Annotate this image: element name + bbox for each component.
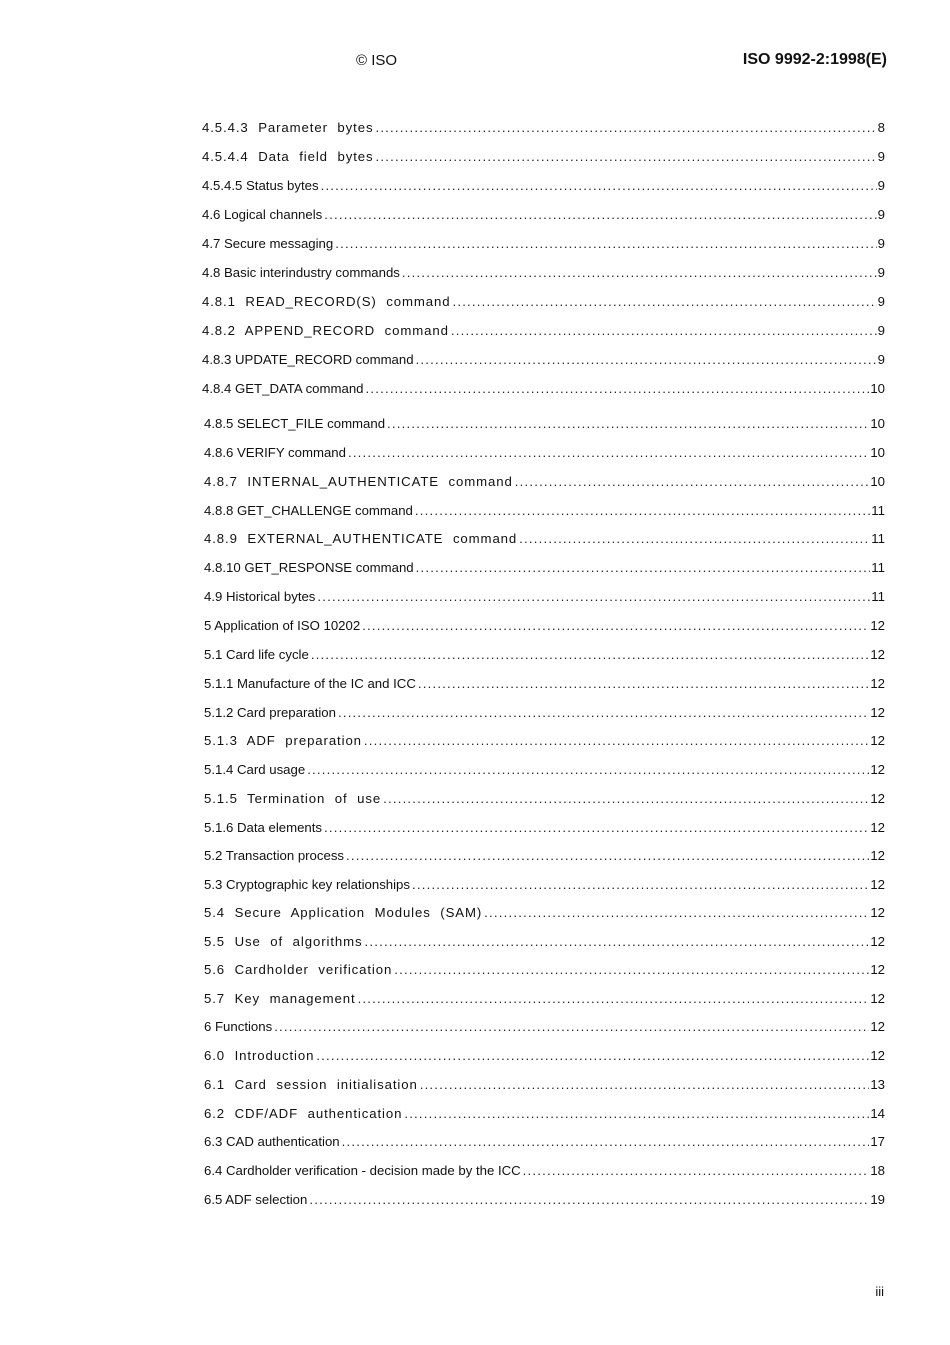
toc-entry[interactable] bbox=[204, 904, 885, 922]
toc-leader-dots bbox=[321, 177, 877, 195]
toc-leader-dots bbox=[366, 380, 870, 398]
toc-leader-dots bbox=[316, 1047, 869, 1065]
toc-entry-label: 5.4 Secure Application Modules (SAM) bbox=[204, 905, 483, 920]
toc-entry-label: 4.8.10 GET_RESPONSE command bbox=[204, 560, 414, 575]
toc-entry-page: 14 bbox=[870, 1106, 885, 1121]
toc-entry-page: 12 bbox=[870, 848, 885, 863]
toc-entry-label: 6.3 CAD authentication bbox=[204, 1134, 340, 1149]
toc-entry-label: 4.9 Historical bytes bbox=[204, 589, 316, 604]
toc-entry-page: 9 bbox=[877, 207, 885, 222]
toc-entry-page: 9 bbox=[877, 149, 885, 164]
toc-leader-dots bbox=[311, 646, 870, 664]
toc-entry-page: 12 bbox=[870, 820, 885, 835]
toc-entry-label: 5.1.1 Manufacture of the IC and ICC bbox=[204, 676, 416, 691]
toc-entry[interactable] bbox=[204, 847, 885, 865]
toc-entry[interactable] bbox=[204, 646, 885, 664]
toc-entry[interactable] bbox=[204, 819, 885, 837]
toc-leader-dots bbox=[324, 819, 869, 837]
toc-leader-dots bbox=[376, 148, 877, 166]
toc-leader-dots bbox=[416, 351, 877, 369]
toc-entry-label: 4.8.8 GET_CHALLENGE command bbox=[204, 503, 413, 518]
toc-entry[interactable] bbox=[204, 704, 885, 722]
toc-entry-page: 9 bbox=[877, 265, 885, 280]
toc-leader-dots bbox=[335, 235, 876, 253]
toc-entry-page: 12 bbox=[870, 733, 885, 748]
toc-entry-label: 4.8.6 VERIFY command bbox=[204, 445, 346, 460]
toc-entry-page: 12 bbox=[870, 877, 885, 892]
toc-entry-page: 12 bbox=[870, 934, 885, 949]
toc-entry-page: 9 bbox=[877, 294, 885, 309]
toc-entry-label: 5.5 Use of algorithms bbox=[204, 934, 363, 949]
toc-leader-dots bbox=[404, 1105, 869, 1123]
toc-entry[interactable] bbox=[204, 990, 885, 1008]
toc-entry-page: 10 bbox=[870, 445, 885, 460]
toc-entry[interactable] bbox=[204, 1047, 885, 1065]
toc-leader-dots bbox=[523, 1162, 870, 1180]
toc-leader-dots bbox=[324, 206, 876, 224]
toc-entry-page: 12 bbox=[870, 905, 885, 920]
toc-entry-page: 8 bbox=[877, 120, 885, 135]
toc-entry[interactable] bbox=[204, 588, 885, 606]
toc-entry-page: 10 bbox=[870, 474, 885, 489]
toc-entry-label: 6 Functions bbox=[204, 1019, 273, 1034]
toc-entry[interactable] bbox=[202, 264, 885, 282]
toc-entry-label: 6.2 CDF/ADF authentication bbox=[204, 1106, 403, 1121]
toc-entry-label: 4.8 Basic interindustry commands bbox=[202, 265, 400, 280]
toc-entry[interactable] bbox=[204, 1105, 885, 1123]
toc-entry[interactable] bbox=[204, 473, 885, 491]
toc-entry[interactable] bbox=[204, 1076, 885, 1094]
toc-entry[interactable] bbox=[204, 876, 885, 894]
toc-entry[interactable] bbox=[204, 1162, 885, 1180]
toc-leader-dots bbox=[342, 1133, 870, 1151]
toc-entry[interactable] bbox=[204, 530, 885, 548]
toc-entry[interactable] bbox=[204, 1018, 885, 1036]
toc-entry[interactable] bbox=[204, 675, 885, 693]
toc-entry-label: 5.1.3 ADF preparation bbox=[204, 733, 362, 748]
toc-entry[interactable] bbox=[204, 415, 885, 433]
toc-leader-dots bbox=[416, 559, 871, 577]
page-header-left: © ISO bbox=[356, 52, 398, 69]
toc-entry-label: 4.7 Secure messaging bbox=[202, 236, 334, 251]
toc-entry[interactable] bbox=[204, 961, 885, 979]
toc-entry-label: 6.4 Cardholder verification - decision made by the ICC bbox=[204, 1163, 521, 1178]
toc-leader-dots bbox=[364, 732, 869, 750]
toc-entry-label: 5.1.6 Data elements bbox=[204, 820, 323, 835]
toc-entry-label: 5.6 Cardholder verification bbox=[204, 962, 393, 977]
toc-leader-dots bbox=[412, 876, 869, 894]
toc-entry-label: 6.5 ADF selection bbox=[204, 1192, 308, 1207]
toc-entry-label: 6.0 Introduction bbox=[204, 1048, 315, 1063]
toc-leader-dots bbox=[317, 588, 870, 606]
toc-entry-page: 17 bbox=[870, 1134, 885, 1149]
toc-entry-label: 4.6 Logical channels bbox=[202, 207, 323, 222]
toc-entry[interactable] bbox=[202, 206, 885, 224]
toc-entry-page: 12 bbox=[870, 962, 885, 977]
toc-entry-label: 4.8.2 APPEND_RECORD command bbox=[202, 323, 449, 338]
toc-entry-label: 5.1 Card life cycle bbox=[204, 647, 309, 662]
toc-leader-dots bbox=[383, 790, 869, 808]
toc-entry-label: 6.1 Card session initialisation bbox=[204, 1077, 418, 1092]
toc-leader-dots bbox=[387, 415, 869, 433]
toc-entry-page: 12 bbox=[870, 676, 885, 691]
toc-entry-label: 5 Application of ISO 10202 bbox=[204, 618, 361, 633]
toc-entry[interactable] bbox=[204, 1133, 885, 1151]
toc-entry-label: 5.3 Cryptographic key relationships bbox=[204, 877, 410, 892]
toc-entry[interactable] bbox=[202, 293, 885, 311]
toc-entry-page: 11 bbox=[871, 589, 885, 604]
toc-entry-label: 4.8.1 READ_RECORD(S) command bbox=[202, 294, 451, 309]
page-header-right: ISO 9992-2:1998(E) bbox=[742, 51, 887, 68]
toc-entry-label: 4.8.9 EXTERNAL_AUTHENTICATE command bbox=[204, 531, 518, 546]
toc-entry-page: 9 bbox=[877, 236, 885, 251]
toc-leader-dots bbox=[358, 990, 870, 1008]
toc-entry[interactable] bbox=[204, 559, 885, 577]
toc-entry-page: 10 bbox=[870, 381, 885, 396]
toc-entry-label: 5.1.4 Card usage bbox=[204, 762, 306, 777]
toc-leader-dots bbox=[402, 264, 877, 282]
toc-leader-dots bbox=[309, 1191, 869, 1209]
toc-entry[interactable] bbox=[204, 790, 885, 808]
toc-entry-page: 11 bbox=[871, 560, 885, 575]
toc-leader-dots bbox=[484, 904, 869, 922]
toc-entry[interactable] bbox=[202, 380, 885, 398]
toc-entry-page: 19 bbox=[870, 1192, 885, 1207]
toc-entry[interactable] bbox=[204, 502, 885, 520]
toc-entry-page: 12 bbox=[870, 705, 885, 720]
toc-entry-page: 11 bbox=[871, 531, 885, 546]
toc-leader-dots bbox=[338, 704, 869, 722]
toc-entry[interactable] bbox=[204, 444, 885, 462]
toc-entry-page: 9 bbox=[877, 178, 885, 193]
toc-leader-dots bbox=[365, 933, 870, 951]
toc-entry-page: 9 bbox=[877, 323, 885, 338]
toc-leader-dots bbox=[519, 530, 870, 548]
toc-leader-dots bbox=[375, 119, 876, 137]
toc-leader-dots bbox=[452, 293, 876, 311]
toc-entry[interactable] bbox=[202, 235, 885, 253]
toc-entry-page: 10 bbox=[870, 416, 885, 431]
toc-entry-page: 12 bbox=[870, 647, 885, 662]
toc-entry[interactable] bbox=[202, 177, 885, 195]
toc-entry-label: 4.5.4.5 Status bytes bbox=[202, 178, 319, 193]
toc-leader-dots bbox=[348, 444, 869, 462]
toc-entry-label: 5.2 Transaction process bbox=[204, 848, 345, 863]
toc-entry[interactable] bbox=[202, 148, 885, 166]
toc-leader-dots bbox=[451, 322, 877, 340]
toc-leader-dots bbox=[394, 961, 869, 979]
toc-entry-label: 4.8.7 INTERNAL_AUTHENTICATE command bbox=[204, 474, 513, 489]
toc-entry-label: 4.8.3 UPDATE_RECORD command bbox=[202, 352, 414, 367]
toc-entry-page: 9 bbox=[877, 352, 885, 367]
toc-entry-label: 4.8.4 GET_DATA command bbox=[202, 381, 364, 396]
toc-entry-page: 13 bbox=[870, 1077, 885, 1092]
toc-leader-dots bbox=[515, 473, 870, 491]
toc-leader-dots bbox=[362, 617, 869, 635]
toc-entry-label: 5.7 Key management bbox=[204, 991, 356, 1006]
toc-entry-page: 12 bbox=[870, 791, 885, 806]
toc-entry[interactable] bbox=[204, 761, 885, 779]
toc-entry[interactable] bbox=[204, 1191, 885, 1209]
toc-entry-page: 12 bbox=[870, 991, 885, 1006]
toc-leader-dots bbox=[418, 675, 869, 693]
toc-entry-label: 4.5.4.4 Data field bytes bbox=[202, 149, 374, 164]
toc-entry[interactable] bbox=[202, 322, 885, 340]
toc-entry-page: 12 bbox=[870, 762, 885, 777]
toc-entry-label: 5.1.2 Card preparation bbox=[204, 705, 336, 720]
toc-leader-dots bbox=[274, 1018, 869, 1036]
toc-entry[interactable] bbox=[202, 351, 885, 369]
toc-entry[interactable] bbox=[204, 732, 885, 750]
toc-entry-page: 18 bbox=[870, 1163, 885, 1178]
toc-leader-dots bbox=[420, 1076, 870, 1094]
toc-entry-label: 5.1.5 Termination of use bbox=[204, 791, 382, 806]
toc-entry-page: 12 bbox=[870, 618, 885, 633]
toc-leader-dots bbox=[346, 847, 869, 865]
toc-entry[interactable] bbox=[204, 933, 885, 951]
toc-entry[interactable] bbox=[202, 119, 885, 137]
toc-leader-dots bbox=[307, 761, 869, 779]
toc-entry[interactable] bbox=[204, 617, 885, 635]
page-number: iii bbox=[875, 1284, 884, 1299]
toc-leader-dots bbox=[415, 502, 870, 520]
toc-entry-label: 4.5.4.3 Parameter bytes bbox=[202, 120, 374, 135]
toc-entry-page: 12 bbox=[870, 1019, 885, 1034]
toc-entry-page: 12 bbox=[870, 1048, 885, 1063]
toc-entry-label: 4.8.5 SELECT_FILE command bbox=[204, 416, 386, 431]
toc-entry-page: 11 bbox=[871, 503, 885, 518]
